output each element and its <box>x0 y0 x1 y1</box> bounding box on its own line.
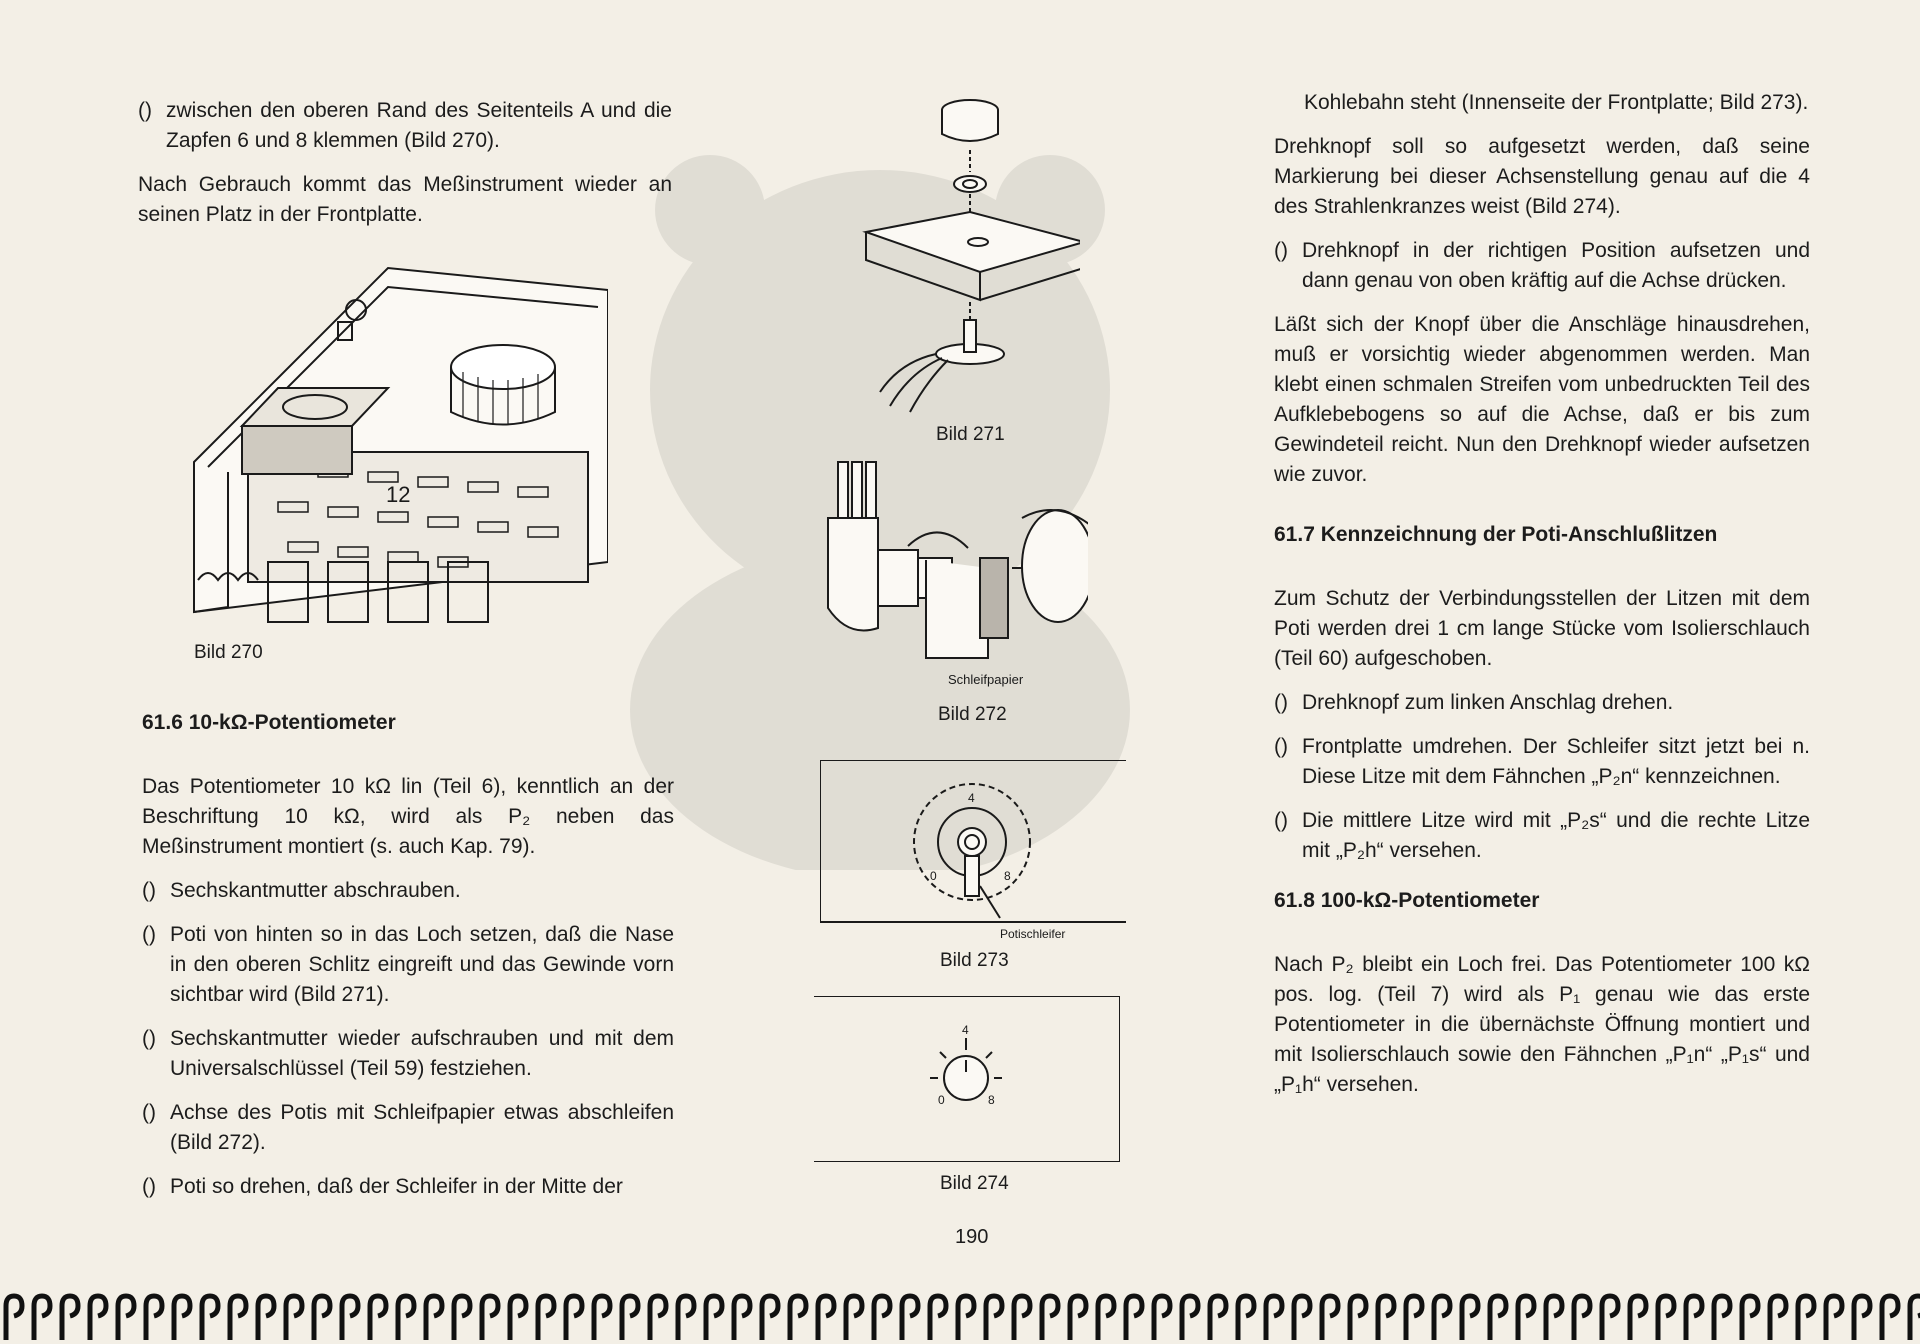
checkbox-bullet: () <box>142 1101 156 1124</box>
paragraph: Nach P₂ bleibt ein Loch frei. Das Potentiometer 100 kΩ pos. log. (Teil 7) wird als P₁ genau wie das erste Potentiometer in die übernächste Öffnung montiert und mit Isolierschlauch sowie den Fähnchen „P₁n“ „P₁s“ und „P₁h“ versehen. <box>1274 953 1810 1096</box>
dial-mark-8: 8 <box>988 1093 995 1107</box>
section-heading-61-7: 61.7 Kennzeichnung der Poti-Anschlußlitzen <box>1274 523 1718 546</box>
list-item <box>142 1024 674 1084</box>
paragraph: Drehknopf soll so aufgesetzt werden, daß seine Markierung bei dieser Achsenstellung genau auf die 4 des Strahlenkranzes weist (Bild 274). <box>1274 135 1810 218</box>
item-text: Die mittlere Litze wird mit „P₂s“ und die rechte Litze mit „P₂h“ versehen. <box>1302 809 1810 862</box>
item-text: Drehknopf in der richtigen Position aufsetzen und dann genau von oben kräftig auf die Achse drücken. <box>1302 239 1810 292</box>
checkbox-bullet: () <box>1274 735 1288 758</box>
paragraph: Das Potentiometer 10 kΩ lin (Teil 6), kenntlich an der Beschriftung 10 kΩ, wird als P₂ neben das Meßinstrument montiert (s. auch Kap. 79). <box>142 775 674 858</box>
checkbox-bullet: () <box>142 879 156 902</box>
figure-270-label: 12 <box>386 482 411 507</box>
figure-272-caption: Bild 272 <box>938 704 1007 725</box>
left-column-bottom <box>142 708 674 1216</box>
item-text: Poti so drehen, daß der Schleifer in der Mitte der <box>170 1175 623 1198</box>
paragraph: Nach Gebrauch kommt das Meßinstrument wieder an seinen Platz in der Frontplatte. <box>138 173 672 226</box>
section-heading-61-8: 61.8 100-kΩ-Potentiometer <box>1274 889 1540 912</box>
list-item <box>142 1098 674 1158</box>
figure-270-device-illustration <box>188 262 608 630</box>
dial-mark-0: 0 <box>938 1093 945 1107</box>
list-item <box>142 920 674 1010</box>
checkbox-bullet: () <box>142 923 156 946</box>
list-item <box>138 96 672 156</box>
section-heading-61-6: 61.6 10-kΩ-Potentiometer <box>142 711 396 734</box>
page-number: 190 <box>955 1226 989 1248</box>
continued-item-text: Kohlebahn steht (Innenseite der Frontplatte; Bild 273). <box>1304 91 1809 114</box>
figure-272-sanding-axle-illustration <box>808 458 1088 688</box>
list-item <box>1274 806 1810 866</box>
figure-271-exploded-knob-illustration <box>860 92 1080 422</box>
item-text: zwischen den oberen Rand des Seitenteils A und die Zapfen 6 und 8 klemmen (Bild 270). <box>166 99 672 152</box>
figure-272-label: Schleifpapier <box>948 672 1024 687</box>
paragraph: Zum Schutz der Verbindungsstellen der Litzen mit dem Poti werden drei 1 cm lange Stücke vom Isolierschlauch (Teil 60) aufgeschoben. <box>1274 587 1810 670</box>
item-text: Poti von hinten so in das Loch setzen, daß die Nase in den oberen Schlitz eingreift und das Gewinde vorn sichtbar wird (Bild 271). <box>170 923 674 1006</box>
checkbox-bullet: () <box>1274 239 1288 262</box>
figure-274-knob-marking <box>814 996 1120 1162</box>
list-item <box>1274 236 1810 296</box>
checkbox-bullet: () <box>138 99 152 122</box>
dial-mark-0: 0 <box>930 869 937 883</box>
figure-273-caption: Bild 273 <box>940 950 1009 971</box>
item-text: Frontplatte umdrehen. Der Schleifer sitzt jetzt bei n. Diese Litze mit dem Fähnchen „P₂n“ kennzeichnen. <box>1302 735 1810 788</box>
list-item <box>142 876 674 906</box>
dial-mark-4: 4 <box>968 791 975 805</box>
checkbox-bullet: () <box>142 1175 156 1198</box>
item-text: Sechskantmutter wieder aufschrauben und mit dem Universalschlüssel (Teil 59) festziehen. <box>170 1027 674 1080</box>
item-text: Drehknopf zum linken Anschlag drehen. <box>1302 691 1674 714</box>
left-column-top <box>138 96 672 244</box>
dial-mark-4: 4 <box>962 1023 969 1037</box>
figure-270-caption: Bild 270 <box>194 642 263 663</box>
figure-271-caption: Bild 271 <box>936 424 1005 445</box>
checkbox-bullet: () <box>1274 809 1288 832</box>
list-item <box>142 1172 674 1202</box>
list-item <box>1274 688 1810 718</box>
spiral-binding-icon <box>0 1292 1920 1344</box>
right-column <box>1274 88 1810 1114</box>
checkbox-bullet: () <box>1274 691 1288 714</box>
list-item <box>1274 732 1810 792</box>
checkbox-bullet: () <box>142 1027 156 1050</box>
figure-273-potentiometer-back-view <box>820 760 1126 948</box>
dial-mark-8: 8 <box>1004 869 1011 883</box>
paragraph: Läßt sich der Knopf über die Anschläge hinausdrehen, muß er vorsichtig wieder abgenommen werden. Man klebt einen schmalen Streifen vom unbedruckten Teil des Aufklebebogens so auf die Achse, daß er bis zum Gewindeteil reicht. Nun den Drehknopf wieder aufsetzen wie zuvor. <box>1274 313 1810 486</box>
figure-273-label: Potischleifer <box>1000 927 1066 941</box>
figure-274-caption: Bild 274 <box>940 1173 1009 1194</box>
item-text: Achse des Potis mit Schleifpapier etwas abschleifen (Bild 272). <box>170 1101 674 1154</box>
item-text: Sechskantmutter abschrauben. <box>170 879 461 902</box>
